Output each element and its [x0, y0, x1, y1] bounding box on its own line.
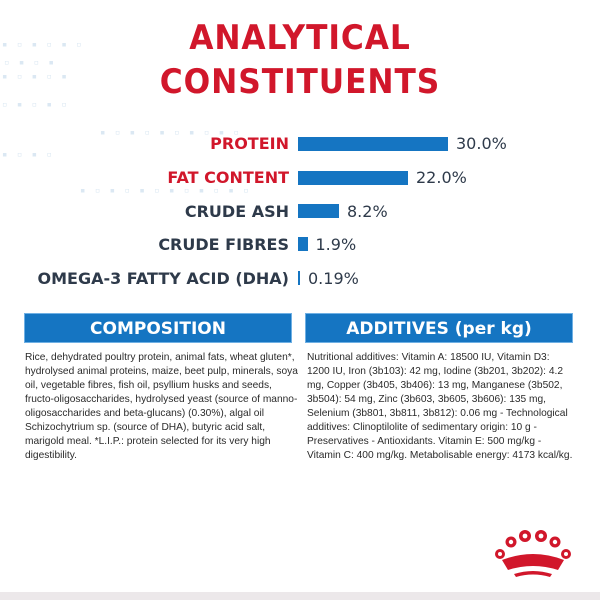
constituent-bar	[298, 204, 339, 218]
constituent-label: PROTEIN	[210, 134, 289, 153]
constituent-label: CRUDE ASH	[184, 202, 289, 221]
page-title-line-1: ANALYTICAL	[189, 18, 411, 58]
constituent-value: 22.0%	[416, 168, 467, 187]
constituent-bar	[298, 271, 300, 285]
constituent-bar	[298, 237, 308, 251]
constituent-label: OMEGA-3 FATTY ACID (DHA)	[37, 269, 289, 288]
constituent-label: FAT CONTENT	[167, 168, 289, 187]
background-watermark: ▪ ▫ ▪ ▫ ▪	[2, 72, 69, 82]
constituent-value: 0.19%	[308, 269, 359, 288]
page-title-line-2: CONSTITUENTS	[159, 62, 441, 102]
constituent-value: 30.0%	[456, 134, 507, 153]
background-watermark: ▪ ▫ ▪ ▫	[2, 150, 54, 160]
constituent-value: 8.2%	[347, 202, 388, 221]
background-watermark: ▪ ▫ ▪ ▫ ▪ ▫ ▪ ▫ ▪ ▫ ▪ ▫	[80, 186, 251, 196]
composition-heading: COMPOSITION	[24, 313, 292, 343]
background-watermark: ▪ ▫ ▪ ▫ ▪ ▫ ▪ ▫ ▪ ▫	[100, 128, 241, 138]
constituent-label: CRUDE FIBRES	[158, 235, 289, 254]
bottom-stripe	[0, 592, 600, 600]
background-watermark: ▫ ▪ ▫ ▪	[4, 58, 56, 68]
background-watermark: ▫ ▪ ▫ ▪ ▫	[2, 100, 69, 110]
royal-canin-crown-icon	[492, 528, 574, 578]
constituent-value: 1.9%	[315, 235, 357, 254]
constituent-bar	[298, 171, 408, 185]
additives-text: Nutritional additives: Vitamin A: 18500 IU, Vitamin D3: 1200 IU, Iron (3b103): 42 mg, Iodine (3b201, 3b202): 4.2 mg, Copper (3b405, 3b406): 13 mg, Manganese (3b502, 3b504): 54 mg, Zinc (3b603, 3b605, 3b606): 135 mg, Selenium (3b801, 3b811, 3b812): 0.06 mg - Technological additives: Clinoptilolite of sedimentary origin: 10 g - Preservatives - Antioxidants. Vitamin E: 500 mg/kg - Vitamin C: 400 mg/kg. Metabolisable energy: 4173 kcal/kg.	[307, 352, 573, 461]
background-watermark: ▪ ▫ ▪ ▫ ▪ ▫	[2, 40, 84, 50]
constituent-bar	[298, 137, 448, 151]
additives-heading: ADDITIVES (per kg)	[305, 313, 573, 343]
composition-text: Rice, dehydrated poultry protein, animal fats, wheat gluten*, hydrolysed animal proteins, maize, beet pulp, minerals, soya oil, vegetable fibres, fish oil, psyllium husks and seeds, fructo-oligosaccharides, hydrolysed yeast (source of manno-oligosaccharides and beta-glucans) (0.30%), algal oil Schizochytrium sp. (source of DHA), butyric acid salt, marigold meal. *L.I.P.: protein selected for its very high digestibility.	[25, 352, 298, 461]
